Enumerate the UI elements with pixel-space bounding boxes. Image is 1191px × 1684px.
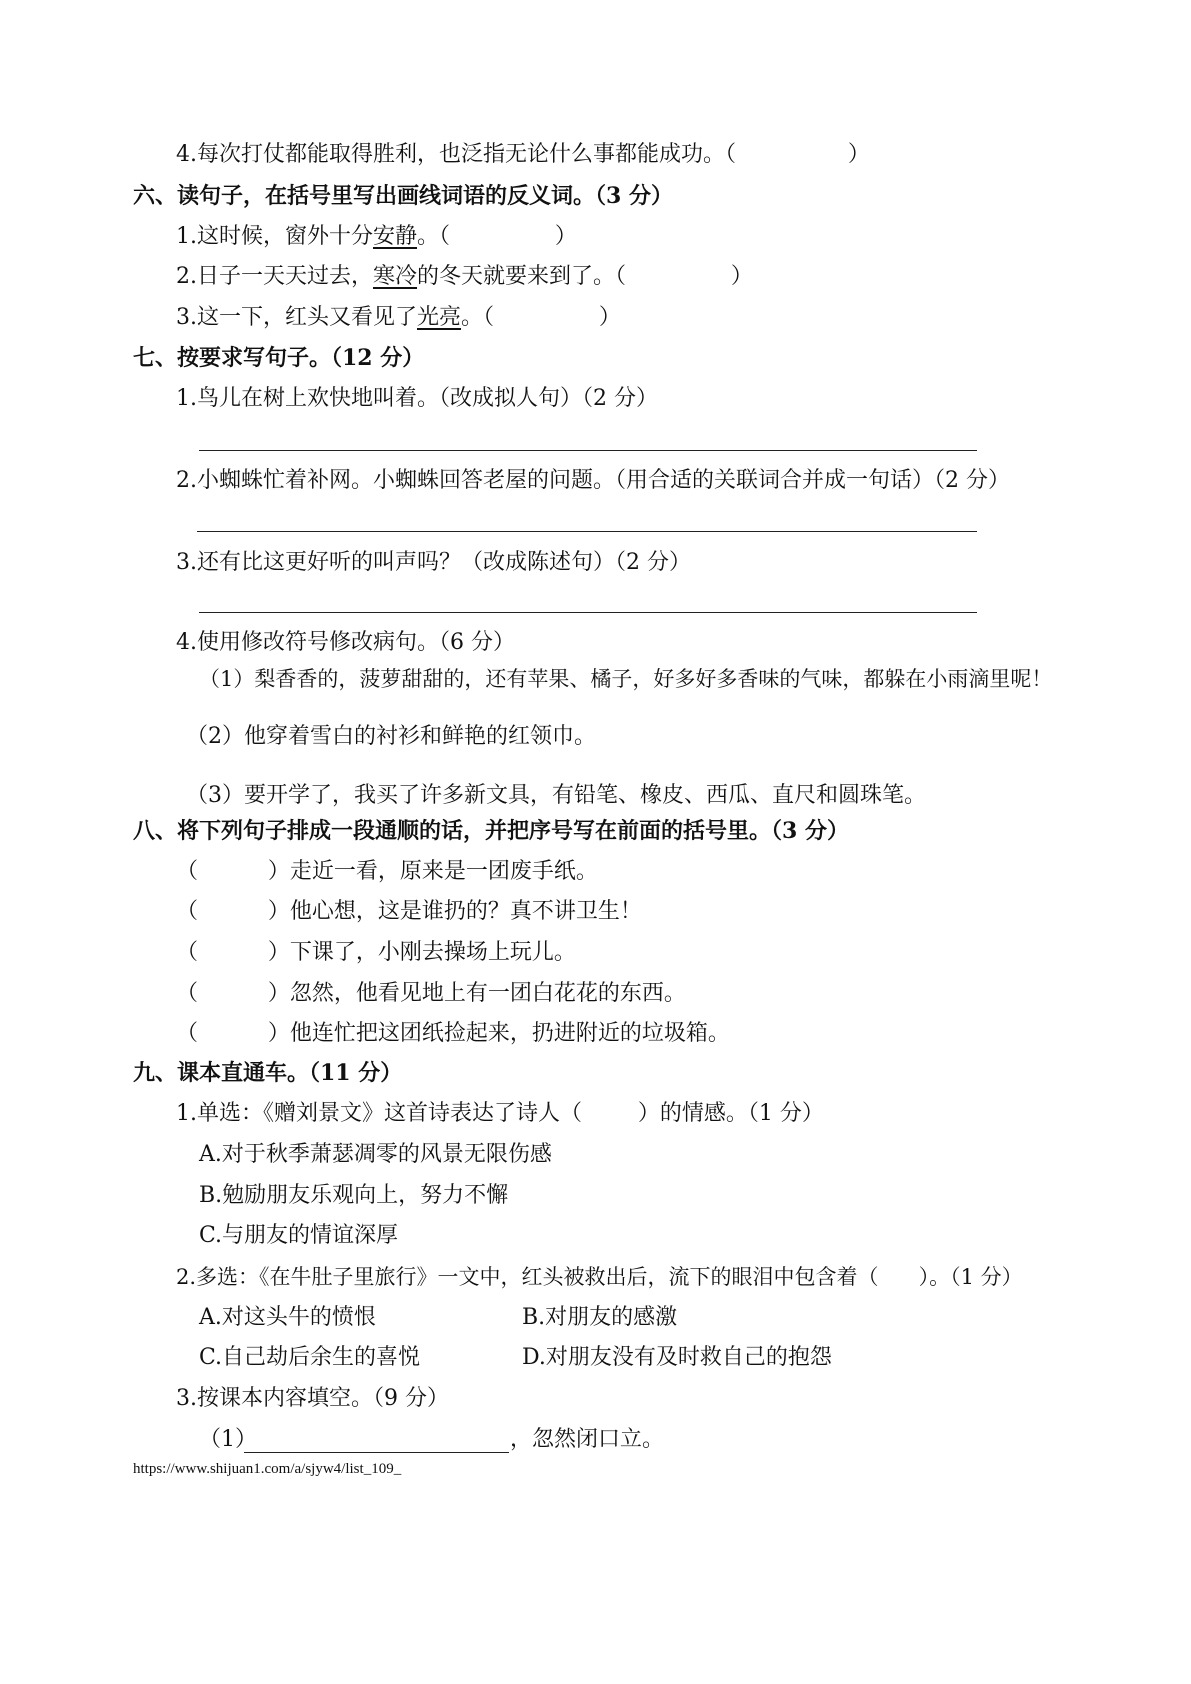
s6-item-3 [176,303,621,333]
s9-q1-option-b: B.勉励朋友乐观向上，努力不懈 [199,1183,509,1208]
s9-question-1: 1.单选：《赠刘景文》这首诗表达了诗人（ ）的情感。（1 分） [176,1101,824,1126]
s7-sentence-1: （1）梨香香的，菠萝甜甜的，还有苹果、橘子，好多好多香味的气味，都躲在小雨滴里呢！ [199,667,1053,691]
s9-q1-option-c: C.与朋友的情谊深厚 [199,1223,399,1248]
s7-item-4: 4.使用修改符号修改病句。（6 分） [176,630,515,655]
s6-item-2-post: 的冬天就要来到了。（ ） [417,264,753,289]
s7-answer-line-2[interactable] [197,531,977,532]
s8-item-5: （ ）他连忙把这团纸捡起来，扔进附近的垃圾箱。 [176,1021,730,1046]
s8-item-1: （ ）走近一看，原来是一团废手纸。 [176,859,598,884]
section-6-heading: 六、读句子，在括号里写出画线词语的反义词。（3 分） [133,183,673,209]
s7-item-1: 1.鸟儿在树上欢快地叫着。（改成拟人句）（2 分） [176,386,658,411]
section-9-heading: 九、课本直通车。（11 分） [133,1060,403,1086]
s6-item-1 [176,222,577,252]
s6-item-2-underlined-word: 寒冷 [373,264,418,289]
q5-item-4: 4.每次打仗都能取得胜利，也泛指无论什么事都能成功。（ ） [176,142,870,167]
section-7-heading: 七、按要求写句子。（12 分） [133,345,425,371]
s6-item-2-pre: 2.日子一天天过去， [176,264,373,289]
s6-item-1-pre: 1.这时候，窗外十分 [176,224,373,249]
s9-question-2: 2.多选：《在牛肚子里旅行》一文中，红头被救出后，流下的眼泪中包含着（ ）。（1 分） [176,1265,1023,1289]
s9-q3-fill-1-suffix: ，忽然闭口立。 [510,1427,665,1452]
s6-item-2 [176,262,753,292]
s8-item-4: （ ）忽然，他看见地上有一团白花花的东西。 [176,981,686,1006]
footer-url: https://www.shijuan1.com/a/sjyw4/list_109_ [133,1461,402,1477]
s9-question-3: 3.按课本内容填空。（9 分） [176,1386,449,1411]
s8-item-2: （ ）他心想，这是谁扔的？真不讲卫生！ [176,899,642,924]
s6-item-3-post: 。（ ） [461,305,621,330]
s6-item-3-underlined-word: 光亮 [417,305,462,330]
s9-q3-fill-1-prefix: （1） [199,1427,257,1452]
s7-item-3: 3.还有比这更好听的叫声吗？（改成陈述句）（2 分） [176,550,691,575]
s6-item-3-pre: 3.这一下，红头又看见了 [176,305,417,330]
s7-sentence-2: （2）他穿着雪白的衬衫和鲜艳的红领巾。 [186,724,596,749]
s9-q1-option-a: A.对于秋季萧瑟凋零的风景无限伤感 [199,1142,552,1167]
s6-item-1-underlined-word: 安静 [373,224,418,249]
s7-sentence-3: （3）要开学了，我买了许多新文具，有铅笔、橡皮、西瓜、直尺和圆珠笔。 [186,783,926,808]
s9-q2-option-d: D.对朋友没有及时救自己的抱怨 [522,1345,832,1370]
s8-item-3: （ ）下课了，小刚去操场上玩儿。 [176,940,576,965]
s6-item-1-post: 。（ ） [417,224,577,249]
section-8-heading: 八、将下列句子排成一段通顺的话，并把序号写在前面的括号里。（3 分） [133,818,849,844]
s7-answer-line-1[interactable] [199,450,977,451]
s7-item-2: 2.小蜘蛛忙着补网。小蜘蛛回答老屋的问题。（用合适的关联词合并成一句话）（2 分） [176,468,1010,493]
s9-q3-fill-1-blank[interactable] [244,1452,509,1453]
s9-q2-option-b: B.对朋友的感激 [522,1305,678,1330]
s9-q2-option-c: C.自己劫后余生的喜悦 [199,1345,421,1370]
s9-q2-option-a: A.对这头牛的愤恨 [199,1305,376,1330]
s7-answer-line-3[interactable] [199,612,977,613]
